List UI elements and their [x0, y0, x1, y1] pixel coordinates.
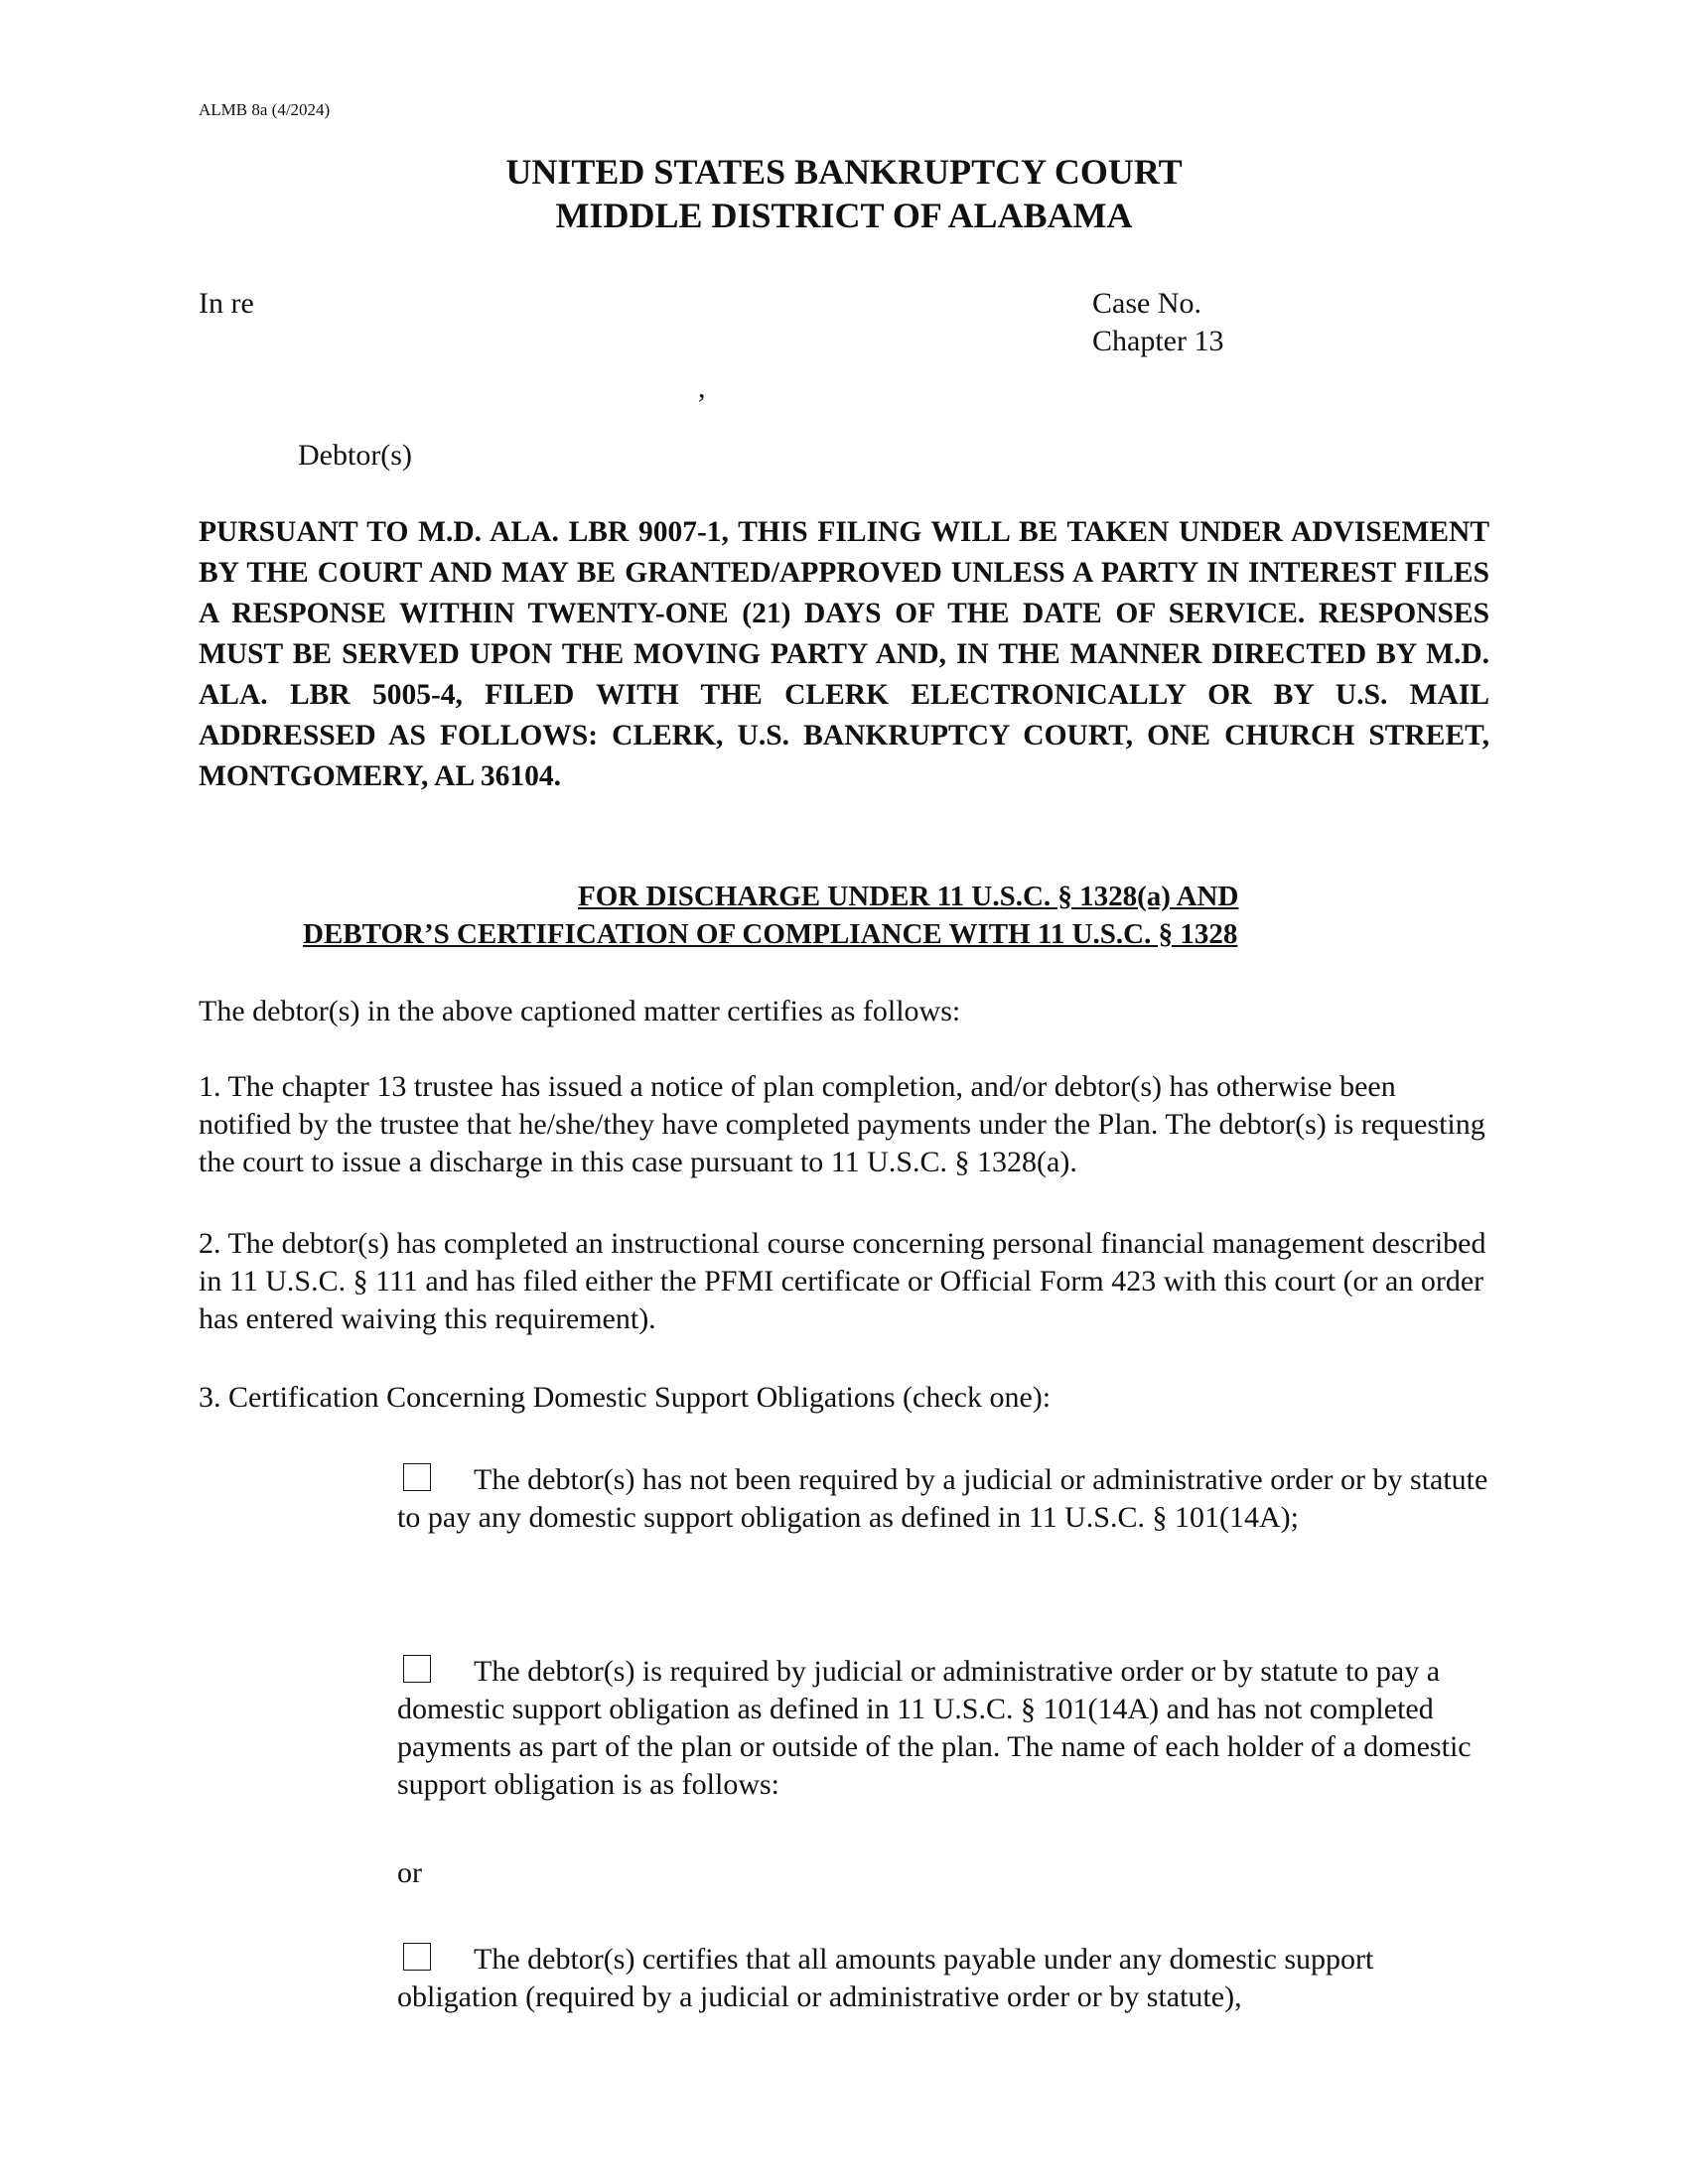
dso-all-paid-checkbox[interactable] — [403, 1943, 431, 1971]
paragraph-1-plan-completion: 1. The chapter 13 trustee has issued a notice of plan completion, and/or debtor(s) has otherwise been notified by the trustee that he/she/they have completed payments under the Plan. The debtor(s) is requesting the court to issue a discharge in this case pursuant to 11 U.S.C. § 1328(a). — [199, 1070, 1485, 1178]
caption-comma: , — [698, 371, 706, 404]
certification-intro: The debtor(s) in the above captioned matter certifies as follows: — [199, 995, 961, 1027]
court-name-line-1: UNITED STATES BANKRUPTCY COURT — [505, 152, 1183, 192]
motion-title-line-2: DEBTOR’S CERTIFICATION OF COMPLIANCE WITH 11 U.S.C. § 1328 — [303, 918, 1238, 950]
dso-option-all-paid — [397, 1941, 1489, 2016]
dso-required-checkbox[interactable] — [403, 1655, 431, 1683]
case-info — [1092, 285, 1223, 360]
dso-not-required-text: The debtor(s) has not been required by a judicial or administrative order or by statute to pay any domestic support obligation as defined in 11 U.S.C. § 101(14A); — [397, 1463, 1488, 1534]
dso-option-required-not-completed — [397, 1653, 1489, 1804]
dso-all-paid-text: The debtor(s) certifies that all amounts payable under any domestic support obligation (required by a judicial or administrative order or by statute), — [397, 1943, 1374, 2013]
court-name-line-2: MIDDLE DISTRICT OF ALABAMA — [555, 196, 1133, 235]
paragraph-2-financial-course: 2. The debtor(s) has completed an instructional course concerning personal financial management described in 11 U.S.C. § 111 and has filed either the PFMI certificate or Official Form 423 with this court (or an order has entered waiving this requirement). — [199, 1227, 1486, 1335]
debtors-label: Debtor(s) — [298, 439, 412, 472]
dso-not-required-checkbox[interactable] — [403, 1463, 431, 1491]
dso-required-text: The debtor(s) is required by judicial or administrative order or by statute to pay a domestic support obligation as defined in 11 U.S.C. § 101(14A) and has not completed payments as part of the plan or outside of the plan. The name of each holder of a domestic support obligation is as follows: — [397, 1655, 1472, 1801]
in-re-label: In re — [199, 287, 254, 320]
chapter-label: Chapter 13 — [1092, 325, 1224, 357]
dso-option-not-required — [397, 1461, 1489, 1537]
case-no-label: Case No. — [1092, 287, 1201, 320]
paragraph-3-dso-heading: 3. Certification Concerning Domestic Support Obligations (check one): — [199, 1381, 1052, 1414]
or-separator: or — [397, 1856, 422, 1889]
negative-notice-paragraph: PURSUANT TO M.D. ALA. LBR 9007-1, THIS FILING WILL BE TAKEN UNDER ADVISEMENT BY THE COURT AND MAY BE GRANTED/APPROVED UNLESS A PARTY IN INTEREST FILES A RESPONSE WITHIN TWENTY-ONE (21) DAYS OF THE DATE OF SERVICE. RESPONSES MUST BE SERVED UPON THE MOVING PARTY AND, IN THE MANNER DIRECTED BY M.D. ALA. LBR 5005-4, FILED WITH THE CLERK ELECTRONICALLY OR BY U.S. MAIL ADDRESSED AS FOLLOWS: CLERK, U.S. BANKRUPTCY COURT, ONE CHURCH STREET, MONTGOMERY, AL 36104. — [199, 516, 1489, 792]
motion-title-line-1: FOR DISCHARGE UNDER 11 U.S.C. § 1328(a) AND — [578, 881, 1239, 912]
form-identifier: ALMB 8a (4/2024) — [199, 100, 331, 119]
